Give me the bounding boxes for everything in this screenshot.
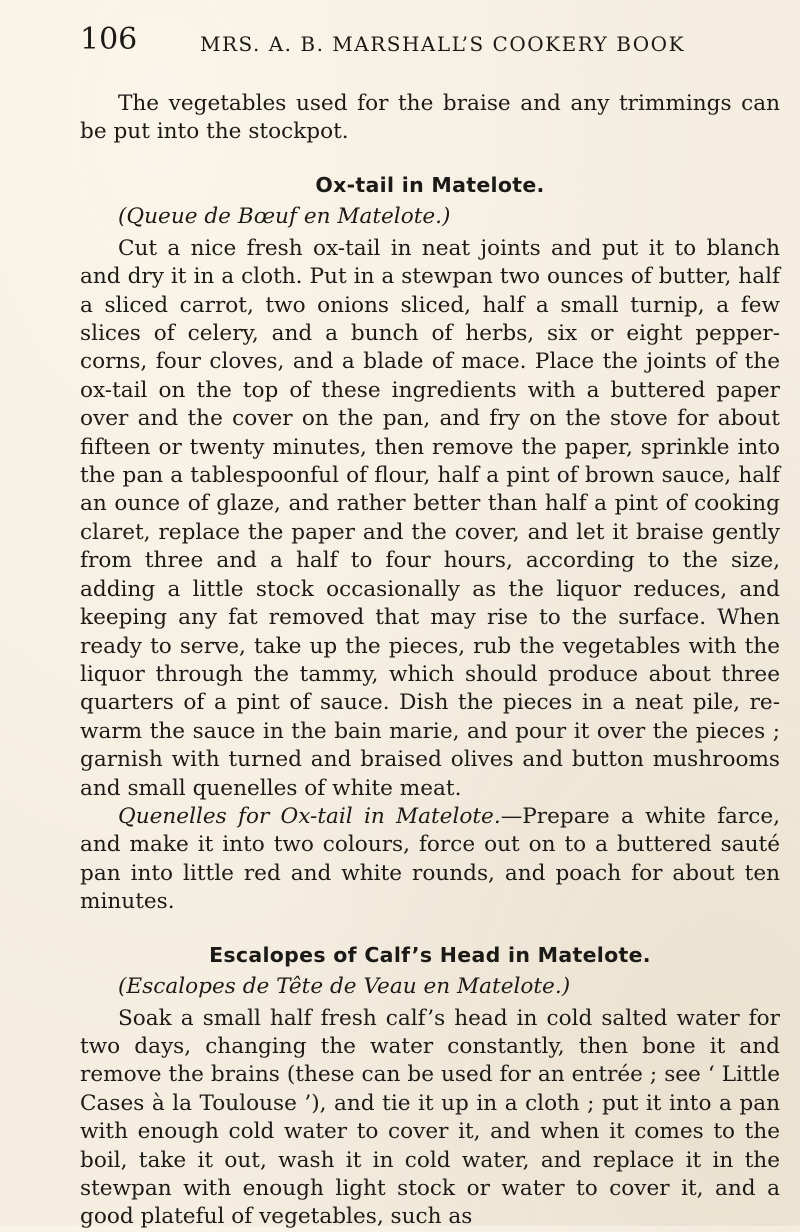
recipe-body-oxtail: Cut a nice fresh ox-tail in neat joints and put it to blanch and dry it in a cloth. Put in a stewpan two ounces of butter, half a sliced carrot, two onions sliced, half a small turnip, a few slices of celery, and a bunch of herbs, six or eight pepper-corns, four cloves, and a blade of mace. Place the joints of the ox-tail on the top of these ingredients with a buttered paper over and the cover on the pan, and fry on the stove for about fifteen or twenty minutes, then remove the paper, sprinkle into the pan a tablespoonful of flour, half a pint of brown sauce, half an ounce of glaze, and rather better than half a pint of cooking claret, replace the paper and the cover, and let it braise gently from three and a half to four hours, according to the size, adding a little stock occasionally as the liquor reduces, and keeping any fat removed that may rise to the surface. When ready to serve, take up the pieces, rub the vegetables with the liquor through the tammy, which should produce about three quarters of a pint of sauce. Dish the pieces in a neat pile, re-warm the sauce in the bain marie, and pour it over the pieces ; garnish with turned and braised olives and button mushrooms and small quenelles of white meat.: [80, 235, 780, 801]
note-lead-in: Quenelles for Ox-tail in Matelote.: [118, 803, 501, 829]
running-header: [80, 22, 780, 68]
recipe-note-quenelles: [80, 803, 780, 917]
page-number: 106: [80, 22, 138, 57]
recipe-subtitle-calfs-head: (Escalopes de Tête de Veau en Matelote.): [118, 973, 571, 999]
running-title: MRS. A. B. MARSHALL’S COOKERY BOOK: [200, 32, 686, 56]
recipe-body-calfs-head: Soak a small half fresh calf’s head in cold salted water for two days, changing the water constantly, then bone it and remove the brains (these can be used for an entrée ; see ‘ Little Cases à la Toulouse ’), and tie it up in a cloth ; put it into a pan with enough cold water to cover it, and when it comes to the boil, take it out, wash it in cold water, and replace it in the stewpan with enough light stock or water to cover it, and a good plateful of vegetables, such as: [80, 1005, 780, 1230]
recipe-title-oxtail: Ox-tail in Matelote.: [315, 172, 545, 197]
book-page: [80, 22, 780, 1232]
recipe-title-calfs-head: Escalopes of Calf’s Head in Matelote.: [209, 942, 651, 967]
note-body: —Prepare a white farce, and make it into two colours, force out on to a buttered sauté pan into little red and white rounds, and poach for about ten minutes.: [80, 803, 780, 915]
intro-paragraph: The vegetables used for the braise and any trimmings can be put into the stockpot.: [80, 91, 780, 145]
recipe-subtitle-oxtail: (Queue de Bœuf en Matelote.): [118, 203, 451, 229]
